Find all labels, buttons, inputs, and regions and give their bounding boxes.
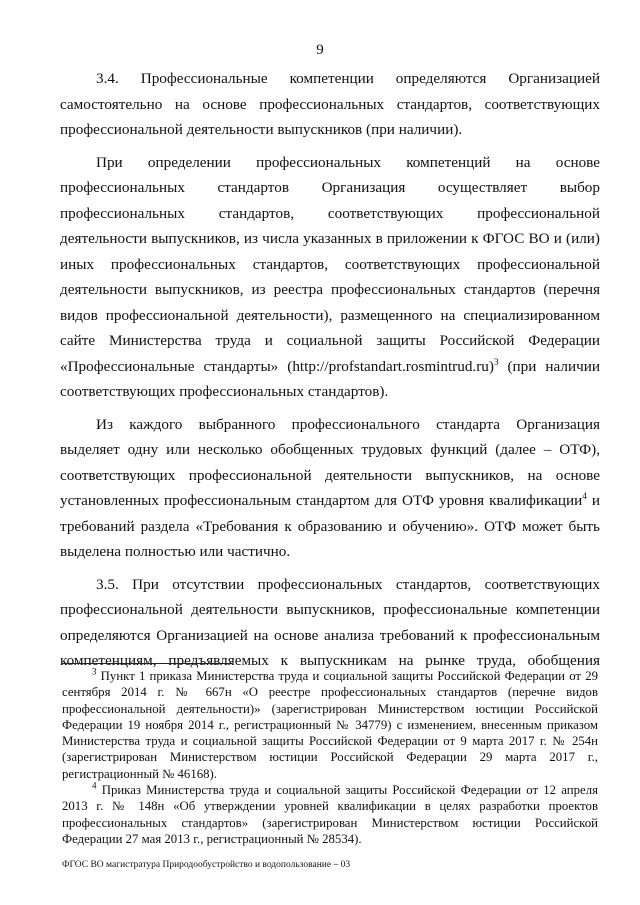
footnote-mark: 3 xyxy=(92,666,97,677)
paragraph-text-tail: (при наличии соответствующих профессиональных стандартов). xyxy=(60,357,601,400)
page-footer: ФГОС ВО магистратура Природообустройство и водопользование – 03 xyxy=(62,860,351,870)
paragraph-text: 3.4. Профессиональные компетенции определяются Организацией самостоятельно на основе профессиональных стандартов, соответствующих профессиональной деятельности выпускников (при наличии). xyxy=(60,70,600,138)
footnote-divider xyxy=(62,663,232,664)
main-text xyxy=(60,66,600,681)
paragraph-3-4 xyxy=(60,66,600,143)
footnote-ref-3[interactable]: 3 xyxy=(493,356,499,367)
paragraph-text: Из каждого выбранного профессионального стандарта Организация выделяет одну или несколько обобщенных трудовых функций (далее – ОТФ), соответствующих профессиональной деятельности выпускников, на основе установленных профессиональным стандартом для ОТФ уровня квалификации xyxy=(60,415,600,509)
footnote-mark: 4 xyxy=(92,780,97,791)
page-number: 9 xyxy=(316,42,324,58)
paragraph-3-5 xyxy=(60,572,600,674)
paragraph-otf xyxy=(60,412,600,565)
footnote-text: Пункт 1 приказа Министерства труда и социальной защиты Российской Федерации от 29 сентября 2014 г. № 667н «О реестре профессиональных стандартов (перечне видов профессиональной деятельности)» (зарегистрирован Министерством юстиции Российской Федерации 19 ноября 2014 г., регистрационный № 34779) с изменением, внесенным приказом Министерства труда и социальной защиты Российской Федерации от 9 марта 2017 г. № 254н (зарегистрирован Министерством юстиции Российской Федерации 29 марта 2017 г., регистрационный № 46168). xyxy=(62,669,598,781)
paragraph-text-tail: и требований раздела «Требования к образованию и обучению». ОТФ может быть выделена полностью или частично. xyxy=(60,492,600,560)
footnotes xyxy=(62,668,598,847)
paragraph-text: При определении профессиональных компетенций на основе профессиональных стандартов Организация осуществляет выбор профессиональных стандартов, соответствующих профессиональной деятельности выпускников, из числа указанных в приложении к ФГОС ВО и (или) иных профессиональных стандартов, соответствующих профессиональной деятельности выпускников, из реестра профессиональных стандартов (перечня видов профессиональной деятельности), размещенного на специализированном сайте Министерства труда и социальной защиты Российской Федерации «Профессиональные стандарты» (http://profstandart.rosmintrud.ru) xyxy=(60,153,600,375)
paragraph-selection xyxy=(60,150,600,405)
footnote-4 xyxy=(62,782,598,847)
footnote-ref-4[interactable]: 4 xyxy=(582,490,587,501)
footnote-3 xyxy=(62,668,598,782)
paragraph-text: 3.5. При отсутствии профессиональных стандартов, соответствующих профессиональной деятельности выпускников, профессиональные компетенции определяются Организацией на основе анализа требований к профессиональным компетенциям, предъявляемых к выпускникам на рынке труда, обобщения xyxy=(60,575,600,669)
footnote-text: Приказ Министерства труда и социальной защиты Российской Федерации от 12 апреля 2013 г. № 148н «Об утверждении уровней квалификации в целях разработки проектов профессиональных стандартов» (зарегистрирован Министерством юстиции Российской Федерации 27 мая 2013 г., регистрационный № 28534). xyxy=(62,783,598,846)
